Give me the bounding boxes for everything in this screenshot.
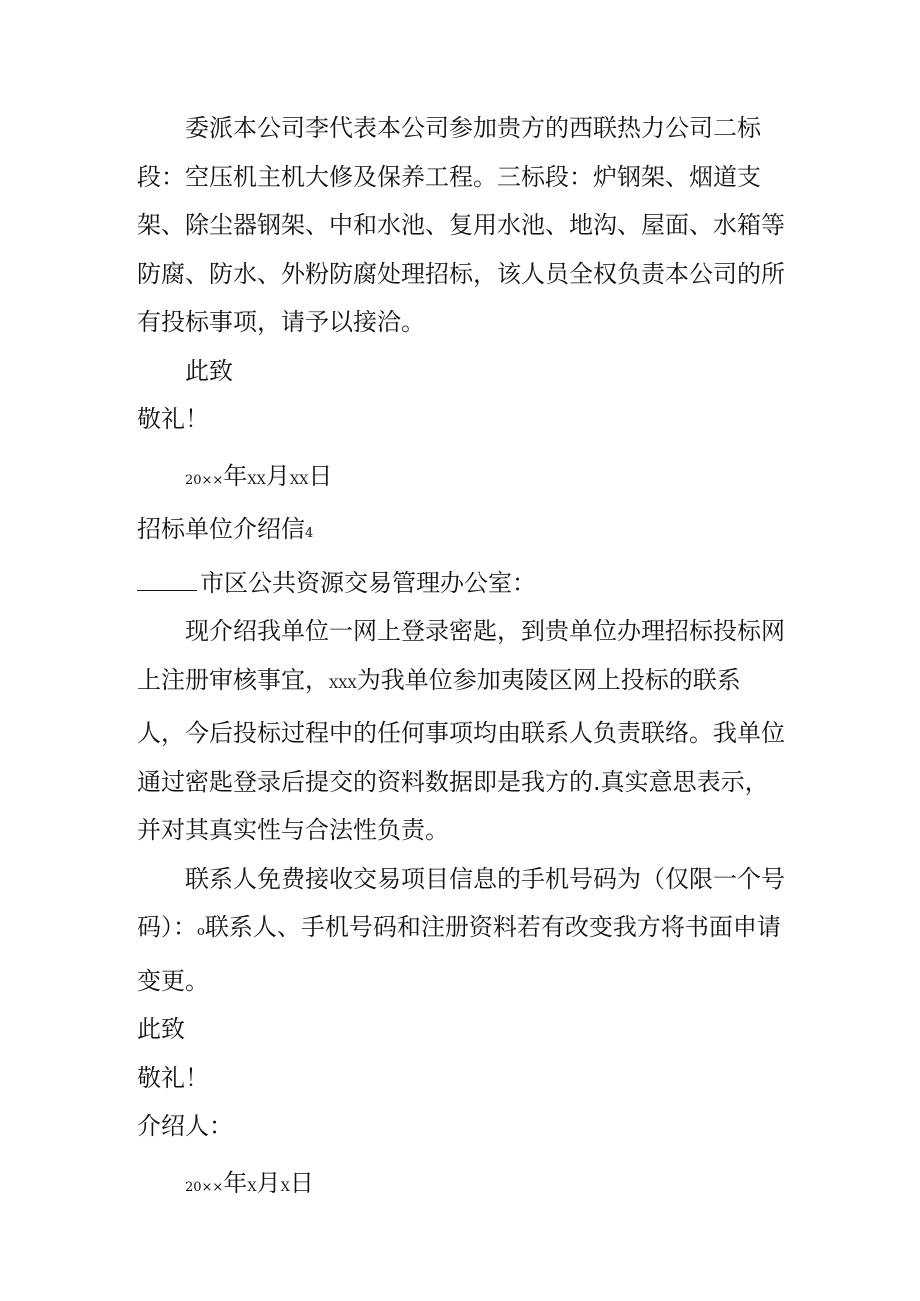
letter2-closing-ci-zhi: 此致: [137, 1015, 185, 1043]
letter2-closing-jing-li: 敬礼！: [137, 1063, 209, 1092]
letter2-title: [137, 505, 785, 559]
recipient-blank-line: [137, 570, 197, 591]
letter2-title-number: 4: [305, 526, 314, 541]
letter2-paragraph-1: [137, 607, 785, 855]
letter1-closing-ci-zhi: 此致: [185, 356, 233, 385]
letter2-date: [137, 1159, 785, 1213]
letter2-date-month: X: [247, 1179, 257, 1195]
letter2-para1-part-a: 现介绍我单位一网上登录密匙，到贵单位办理招标投标网上注册审核事宜，: [137, 617, 785, 694]
letter2-title-text: 招标单位介绍信: [137, 515, 305, 543]
letter1-date-day: XX: [289, 472, 309, 488]
letter1-date-year: 20××: [185, 472, 224, 488]
document-page: [137, 104, 785, 1212]
letter2-date-month-char: 月: [256, 1168, 281, 1197]
letter2-para2-part-a: 联系人免费接收交易项目信息的手机号码为（仅限一个号码）：: [137, 864, 785, 941]
letter1-date: [137, 452, 785, 506]
letter2-para2-part-b: 联系人、手机号码和注册资料若有改变我方将书面申请变更。: [137, 913, 781, 995]
letter2-para2-o: o: [197, 924, 205, 939]
letter2-introducer: 介绍人：: [137, 1112, 233, 1140]
letter2-recipient-text: 市区公共资源交易管理办公室：: [200, 568, 536, 597]
letter1-date-month: XX: [247, 472, 266, 488]
letter2-paragraph-2: [137, 855, 785, 1006]
letter1-date-month-char: 月: [265, 461, 290, 490]
letter2-recipient: [137, 559, 785, 608]
letter2-para1-xxx: XXX: [329, 676, 357, 692]
letter2-para1-part-b: 为我单位参加夷陵区网上投标的联系人，今后投标过程中的任何事项均由联系人负责联络。我单位通过密匙登录后提交的资料数据即是我方的.真实意思表示，并对其真实性与合法性负责。: [137, 665, 785, 844]
letter2-date-year: 20××: [185, 1179, 224, 1195]
letter1-body: 委派本公司李代表本公司参加贵方的西联热力公司二标段：空压机主机大修及保养工程。三标段：炉钢架、烟道支架、除尘器钢架、中和水池、复用水池、地沟、屋面、水箱等防腐、防水、外粉防腐处理招标，该人员全权负责本公司的所有投标事项，请予以接洽。: [137, 114, 785, 336]
letter1-closing-jing-li: 敬礼！: [137, 405, 209, 433]
letter1-date-day-char: 日: [308, 461, 333, 490]
letter2-date-year-char: 年: [223, 1168, 248, 1197]
letter2-date-day: X: [280, 1179, 290, 1195]
letter1-date-year-char: 年: [223, 461, 248, 490]
letter2-date-day-char: 日: [289, 1168, 314, 1197]
